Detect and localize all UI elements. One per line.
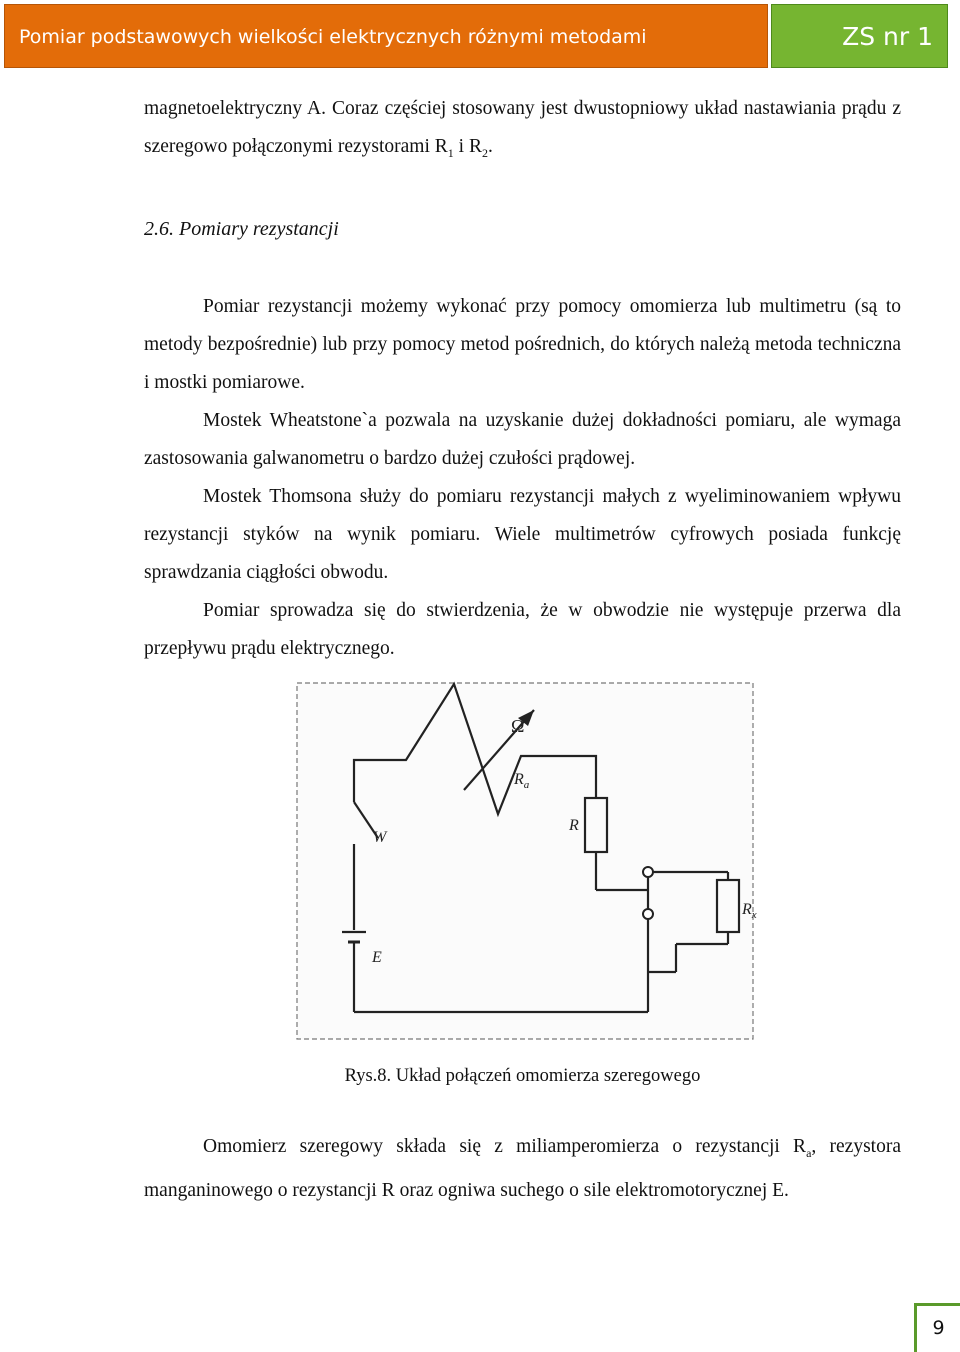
p1-text-b: i R (453, 136, 482, 157)
paragraph-4: Mostek Thomsona służy do pomiaru rezystancji małych z wyeliminowaniem wpływu rezystancji styków na wynik pomiaru. Wiele multimetrów cyfrowych posiada funkcję sprawdzania ciągłości obwodu. (144, 485, 901, 583)
label-e: E (372, 948, 382, 966)
terminal-top (643, 867, 653, 877)
label-ra: $R_a$ (514, 770, 530, 791)
page-number: 9 (914, 1303, 960, 1352)
label-w: W (373, 828, 387, 846)
heading-number: 2.6. (144, 217, 174, 240)
subscript-2: 2 (481, 145, 488, 160)
paragraph-5: Pomiar sprowadza się do stwierdzenia, że w obwodzie nie występuje przerwa dla przepływu prądu elektrycznego. (144, 599, 901, 659)
paragraph-3: Mostek Wheatstone`a pozwala na uzyskanie dużej dokładności pomiaru, ale wymaga zastosowania galwanometru o bardzo dużej czułości prądowej. (144, 409, 901, 469)
circuit-figure (144, 682, 901, 1062)
ohmmeter-circuit-diagram (296, 682, 757, 1042)
paragraph-6 (144, 1128, 901, 1210)
header-title: Pomiar podstawowych wielkości elektrycznych różnymi metodami (4, 4, 768, 68)
paragraph-2: Pomiar rezystancji możemy wykonać przy pomocy omomierza lub multimetru (są to metody bezpośrednie) lub przy pomocy metod pośrednich, do których należą metoda techniczna i mostki pomiarowe. (144, 295, 901, 393)
label-r: R (569, 816, 579, 834)
section-heading (144, 210, 901, 248)
p6-text-b: , rezystora manganinowego o rezystancji R oraz ogniwa suchego o sile elektromotorycznej E. (144, 1135, 901, 1201)
p1-text: magnetoelektryczny A. Coraz częściej stosowany jest dwustopniowy układ nastawiania prądu z szeregowo połączonymi rezystorami R (144, 98, 901, 157)
label-omega: Ω (511, 715, 525, 736)
label-rx: $R_x$ (742, 900, 757, 921)
figure-caption: Rys.8. Układ połączeń omomierza szeregowego (344, 1065, 701, 1086)
subscript-1: 1 (447, 145, 454, 160)
paragraph-1 (144, 90, 901, 172)
figure-frame (297, 683, 753, 1039)
subscript-a: a (806, 1145, 812, 1160)
header-code: ZS nr 1 (771, 4, 948, 68)
page-header (4, 4, 948, 70)
heading-text: Pomiary rezystancji (174, 217, 339, 240)
p6-text: Omomierz szeregowy składa się z miliamperomierza o rezystancji R (203, 1135, 807, 1157)
document-body (144, 90, 901, 1210)
p1-text-c: . (487, 136, 493, 157)
terminal-bottom (643, 909, 653, 919)
